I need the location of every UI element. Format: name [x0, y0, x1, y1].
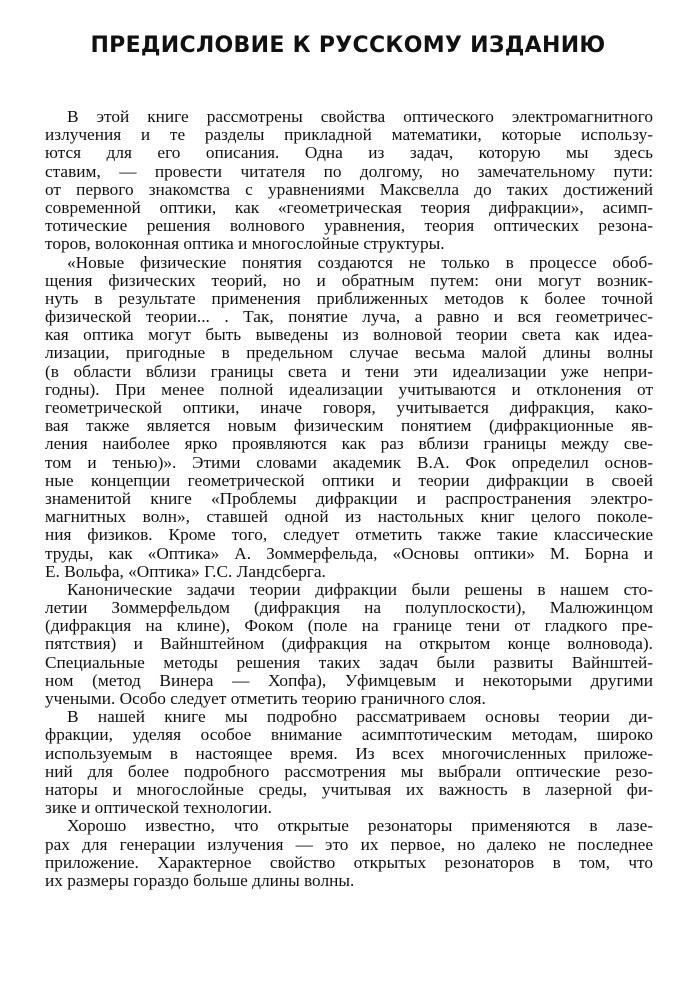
- text-line: тотические решения волнового уравнения, теория оптических резона-: [45, 216, 653, 236]
- text-line: ются для его описания. Одна из задач, которую мы здесь: [45, 143, 653, 163]
- text-line: Канонические задачи теории дифракции были решены в нашем сто-: [67, 579, 653, 599]
- text-line: ные концепции геометрической оптики и теории дифракции в своей: [45, 470, 653, 490]
- text-line: их размеры гораздо больше длины волны.: [45, 870, 355, 890]
- text-line: кая оптика могут быть выведены из волновой теории света как идеа-: [45, 325, 653, 345]
- text-line: зике и оптической технологии.: [45, 798, 272, 818]
- paragraph: [45, 708, 653, 817]
- text-line: Хорошо известно, что открытые резонаторы применяются в лазе-: [67, 816, 653, 836]
- body-text: [45, 108, 653, 890]
- text-line: щения физических теорий, но и обратным путем: они могут возник-: [45, 270, 653, 290]
- paragraph: [45, 254, 653, 581]
- paragraph: [45, 581, 653, 708]
- text-line: нуть в результате применения приближенных методов к более точной: [45, 288, 653, 308]
- text-line: том и тенью)». Этими словами академик В.А. Фок определил основ-: [45, 452, 653, 472]
- text-line: «Новые физические понятия создаются не только в процессе обоб-: [67, 252, 653, 272]
- text-line: рах для генерации излучения — это их первое, но далеко не последнее: [45, 834, 653, 854]
- text-line: геометрической оптики, иначе говоря, учитывается дифракция, како-: [45, 398, 653, 417]
- text-line: фракции, уделяя особое внимание асимптотическим методам, широко: [45, 725, 653, 745]
- text-line: Специальные методы решения таких задач были развиты Вайнштей-: [45, 652, 653, 672]
- text-line: В нашей книге мы подробно рассматриваем основы теории ди-: [67, 707, 653, 727]
- text-line: ния физиков. Кроме того, следует отметить также такие классические: [45, 525, 653, 545]
- text-line: современной оптики, как «геометрическая теория дифракции», асимп-: [45, 197, 653, 217]
- text-line: излучения и те разделы прикладной математики, которые использу-: [45, 125, 653, 145]
- text-line: наторы и многослойные среды, учитывая их важность в лазерной фи-: [45, 779, 653, 799]
- text-line: (в области вблизи границы света и тени эти идеализации уже непри-: [45, 361, 653, 381]
- text-line: летии Зоммерфельдом (дифракция на полуплоскости), Малюжинцом: [45, 598, 653, 618]
- text-line: знаменитой книге «Проблемы дифракции и распространения электро-: [45, 488, 653, 508]
- text-line: пятствия) и Вайнштейном (дифракция на открытом конце волновода).: [45, 634, 653, 654]
- text-line: магнитных волн», ставшей одной из настольных книг целого поколе-: [45, 507, 653, 527]
- text-line: (дифракция на клине), Фоком (поле на границе тени от гладкого пре-: [45, 616, 653, 636]
- text-line: ном (метод Винера — Хопфа), Уфимцевым и некоторыми другими: [45, 670, 653, 690]
- text-line: ставим, — провести читателя по долгому, но замечательному пути:: [45, 161, 653, 181]
- text-line: труды, как «Оптика» А. Зоммерфельда, «Основы оптики» М. Борна и: [45, 543, 653, 563]
- text-line: торов, волоконная оптика и многослойные структуры.: [45, 234, 445, 254]
- text-line: В этой книге рассмотрены свойства оптического электромагнитного: [67, 107, 653, 126]
- text-line: учеными. Особо следует отметить теорию граничного слоя.: [45, 689, 486, 708]
- text-line: годны). При менее полной идеализации учитываются и отклонения от: [45, 379, 653, 399]
- text-line: ний для более подробного рассмотрения мы выбрали оптические резо-: [45, 761, 653, 781]
- text-line: ления наиболее ярко проявляются как раз вблизи границы между све-: [45, 434, 653, 454]
- text-line: вая также является новым физическим понятием (дифракционные яв-: [45, 416, 653, 436]
- paragraph: [45, 817, 653, 890]
- text-line: приложение. Характерное свойство открытых резонаторов в том, что: [45, 852, 653, 872]
- page-title: ПРЕДИСЛОВИЕ К РУССКОМУ ИЗДАНИЮ: [90, 33, 606, 58]
- text-line: используемым в настоящее время. Из всех многочисленных приложе-: [45, 743, 653, 763]
- text-line: Е. Вольфа, «Оптика» Г.С. Ландсберга.: [45, 561, 326, 581]
- paragraph: [45, 108, 653, 254]
- text-line: физической теории... . Так, понятие луча, а равно и вся геометричес-: [45, 307, 653, 327]
- text-line: от первого знакомства с уравнениями Максвелла до таких достижений: [45, 179, 653, 199]
- text-line: лизации, пригодные в предельном случае весьма малой длины волны: [45, 343, 653, 363]
